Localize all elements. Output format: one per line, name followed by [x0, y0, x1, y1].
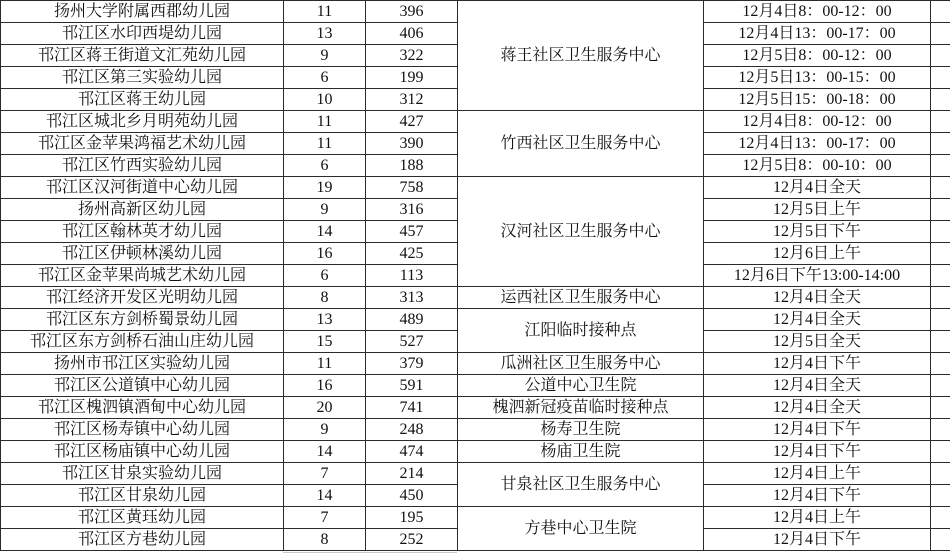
- kindergarten-name-cell: 邗江区蒋王街道文汇苑幼儿园: [1, 45, 284, 67]
- kindergarten-name-cell: 邗江区方巷幼儿园: [1, 529, 284, 551]
- empty-edge-cell: [931, 529, 950, 551]
- kindergarten-name-cell: 邗江区杨庙镇中心幼儿园: [1, 441, 284, 463]
- kindergarten-name-cell: 扬州市邗江区实验幼儿园: [1, 353, 284, 375]
- class-count-cell: 11: [284, 1, 366, 23]
- time-cell: 12月4日下午: [704, 441, 931, 463]
- empty-edge-cell: [931, 375, 950, 397]
- time-cell: 12月4日上午: [704, 507, 931, 529]
- kindergarten-name-cell: 邗江区翰林英才幼儿园: [1, 221, 284, 243]
- health-center-cell: 杨庙卫生院: [458, 441, 704, 463]
- time-cell: 12月6日下午13:00-14:00: [704, 265, 931, 287]
- time-cell: 12月5日下午: [704, 221, 931, 243]
- class-count-cell: 7: [284, 507, 366, 529]
- time-cell: 12月4日13：00-17：00: [704, 133, 931, 155]
- child-count-cell: 457: [366, 221, 458, 243]
- kindergarten-name-cell: 邗江区甘泉幼儿园: [1, 485, 284, 507]
- health-center-cell: 瓜洲社区卫生服务中心: [458, 353, 704, 375]
- kindergarten-name-cell: 邗江区蒋王幼儿园: [1, 89, 284, 111]
- empty-edge-cell: [931, 45, 950, 67]
- child-count-cell: 450: [366, 485, 458, 507]
- time-cell: 12月5日13：00-15：00: [704, 67, 931, 89]
- class-count-cell: 9: [284, 45, 366, 67]
- class-count-cell: 11: [284, 133, 366, 155]
- kindergarten-name-cell: 邗江区金苹果鸿福艺术幼儿园: [1, 133, 284, 155]
- child-count-cell: 312: [366, 89, 458, 111]
- time-cell: 12月4日8：00-12：00: [704, 1, 931, 23]
- empty-edge-cell: [931, 331, 950, 353]
- class-count-cell: 14: [284, 441, 366, 463]
- child-count-cell: 113: [366, 265, 458, 287]
- empty-edge-cell: [931, 287, 950, 309]
- empty-edge-cell: [931, 199, 950, 221]
- class-count-cell: 6: [284, 265, 366, 287]
- child-count-cell: 396: [366, 1, 458, 23]
- class-count-cell: 19: [284, 177, 366, 199]
- child-count-cell: 188: [366, 155, 458, 177]
- empty-edge-cell: [931, 265, 950, 287]
- table-row: [1, 287, 950, 309]
- child-count-cell: 758: [366, 177, 458, 199]
- time-cell: 12月5日15：00-18：00: [704, 89, 931, 111]
- child-count-cell: 199: [366, 67, 458, 89]
- kindergarten-name-cell: 扬州大学附属西郡幼儿园: [1, 1, 284, 23]
- kindergarten-name-cell: 邗江经济开发区光明幼儿园: [1, 287, 284, 309]
- time-cell: 12月4日8：00-12：00: [704, 111, 931, 133]
- kindergarten-name-cell: 邗江区水印西堤幼儿园: [1, 23, 284, 45]
- child-count-cell: 313: [366, 287, 458, 309]
- empty-edge-cell: [931, 353, 950, 375]
- table-row: [1, 397, 950, 419]
- child-count-cell: 379: [366, 353, 458, 375]
- kindergarten-name-cell: 邗江区竹西实验幼儿园: [1, 155, 284, 177]
- table-row: [1, 507, 950, 529]
- child-count-cell: 741: [366, 397, 458, 419]
- kindergarten-name-cell: 邗江区东方剑桥蜀景幼儿园: [1, 309, 284, 331]
- child-count-cell: 248: [366, 419, 458, 441]
- empty-edge-cell: [931, 67, 950, 89]
- child-count-cell: 214: [366, 463, 458, 485]
- table-row: [1, 419, 950, 441]
- class-count-cell: 13: [284, 309, 366, 331]
- time-cell: 12月4日下午: [704, 353, 931, 375]
- time-cell: 12月4日全天: [704, 397, 931, 419]
- class-count-cell: 16: [284, 243, 366, 265]
- empty-edge-cell: [931, 1, 950, 23]
- class-count-cell: 8: [284, 529, 366, 551]
- table-row: [1, 309, 950, 331]
- class-count-cell: 6: [284, 155, 366, 177]
- kindergarten-name-cell: 邗江区汉河街道中心幼儿园: [1, 177, 284, 199]
- kindergarten-name-cell: 邗江区第三实验幼儿园: [1, 67, 284, 89]
- kindergarten-name-cell: 邗江区伊顿林溪幼儿园: [1, 243, 284, 265]
- class-count-cell: 8: [284, 287, 366, 309]
- time-cell: 12月5日8：00-12：00: [704, 45, 931, 67]
- kindergarten-name-cell: 邗江区甘泉实验幼儿园: [1, 463, 284, 485]
- table-row: [1, 353, 950, 375]
- table-row: [1, 177, 950, 199]
- health-center-cell: 槐泗新冠疫苗临时接种点: [458, 397, 704, 419]
- health-center-cell: 江阳临时接种点: [458, 309, 704, 353]
- kindergarten-name-cell: 邗江区公道镇中心幼儿园: [1, 375, 284, 397]
- child-count-cell: 316: [366, 199, 458, 221]
- table-row: [1, 375, 950, 397]
- health-center-cell: 汉河社区卫生服务中心: [458, 177, 704, 287]
- child-count-cell: 406: [366, 23, 458, 45]
- child-count-cell: 252: [366, 529, 458, 551]
- class-count-cell: 14: [284, 485, 366, 507]
- class-count-cell: 11: [284, 111, 366, 133]
- health-center-cell: 甘泉社区卫生服务中心: [458, 463, 704, 507]
- schedule-table-body: [1, 1, 950, 551]
- time-cell: 12月4日下午: [704, 529, 931, 551]
- child-count-cell: 427: [366, 111, 458, 133]
- time-cell: 12月5日上午: [704, 199, 931, 221]
- empty-edge-cell: [931, 485, 950, 507]
- time-cell: 12月5日8：00-10：00: [704, 155, 931, 177]
- empty-edge-cell: [931, 23, 950, 45]
- class-count-cell: 9: [284, 419, 366, 441]
- health-center-cell: 公道中心卫生院: [458, 375, 704, 397]
- empty-edge-cell: [931, 419, 950, 441]
- class-count-cell: 14: [284, 221, 366, 243]
- empty-edge-cell: [931, 133, 950, 155]
- kindergarten-name-cell: 邗江区城北乡月明苑幼儿园: [1, 111, 284, 133]
- time-cell: 12月4日全天: [704, 375, 931, 397]
- child-count-cell: 425: [366, 243, 458, 265]
- empty-edge-cell: [931, 309, 950, 331]
- time-cell: 12月5日全天: [704, 331, 931, 353]
- kindergarten-name-cell: 扬州高新区幼儿园: [1, 199, 284, 221]
- health-center-cell: 运西社区卫生服务中心: [458, 287, 704, 309]
- health-center-cell: 方巷中心卫生院: [458, 507, 704, 551]
- empty-edge-cell: [931, 155, 950, 177]
- child-count-cell: 322: [366, 45, 458, 67]
- class-count-cell: 10: [284, 89, 366, 111]
- time-cell: 12月4日下午: [704, 485, 931, 507]
- empty-edge-cell: [931, 441, 950, 463]
- empty-edge-cell: [931, 89, 950, 111]
- kindergarten-name-cell: 邗江区东方剑桥石油山庄幼儿园: [1, 331, 284, 353]
- class-count-cell: 15: [284, 331, 366, 353]
- health-center-cell: 竹西社区卫生服务中心: [458, 111, 704, 177]
- child-count-cell: 591: [366, 375, 458, 397]
- empty-edge-cell: [931, 221, 950, 243]
- child-count-cell: 474: [366, 441, 458, 463]
- table-row: [1, 463, 950, 485]
- class-count-cell: 20: [284, 397, 366, 419]
- time-cell: 12月4日全天: [704, 287, 931, 309]
- kindergarten-name-cell: 邗江区金苹果尚城艺术幼儿园: [1, 265, 284, 287]
- time-cell: 12月4日全天: [704, 309, 931, 331]
- class-count-cell: 13: [284, 23, 366, 45]
- time-cell: 12月4日13：00-17：00: [704, 23, 931, 45]
- time-cell: 12月6日上午: [704, 243, 931, 265]
- partial-next-row-line: [283, 552, 457, 553]
- health-center-cell: 蒋王社区卫生服务中心: [458, 1, 704, 111]
- class-count-cell: 6: [284, 67, 366, 89]
- class-count-cell: 11: [284, 353, 366, 375]
- kindergarten-name-cell: 邗江区黄珏幼儿园: [1, 507, 284, 529]
- child-count-cell: 489: [366, 309, 458, 331]
- kindergarten-name-cell: 邗江区杨寿镇中心幼儿园: [1, 419, 284, 441]
- time-cell: 12月4日上午: [704, 463, 931, 485]
- empty-edge-cell: [931, 177, 950, 199]
- time-cell: 12月4日全天: [704, 177, 931, 199]
- table-row: [1, 111, 950, 133]
- child-count-cell: 390: [366, 133, 458, 155]
- child-count-cell: 195: [366, 507, 458, 529]
- child-count-cell: 527: [366, 331, 458, 353]
- class-count-cell: 16: [284, 375, 366, 397]
- health-center-cell: 杨寿卫生院: [458, 419, 704, 441]
- time-cell: 12月4日下午: [704, 419, 931, 441]
- table-row: [1, 1, 950, 23]
- empty-edge-cell: [931, 243, 950, 265]
- empty-edge-cell: [931, 397, 950, 419]
- class-count-cell: 9: [284, 199, 366, 221]
- empty-edge-cell: [931, 463, 950, 485]
- empty-edge-cell: [931, 507, 950, 529]
- empty-edge-cell: [931, 111, 950, 133]
- table-row: [1, 441, 950, 463]
- class-count-cell: 7: [284, 463, 366, 485]
- kindergarten-name-cell: 邗江区槐泗镇酒甸中心幼儿园: [1, 397, 284, 419]
